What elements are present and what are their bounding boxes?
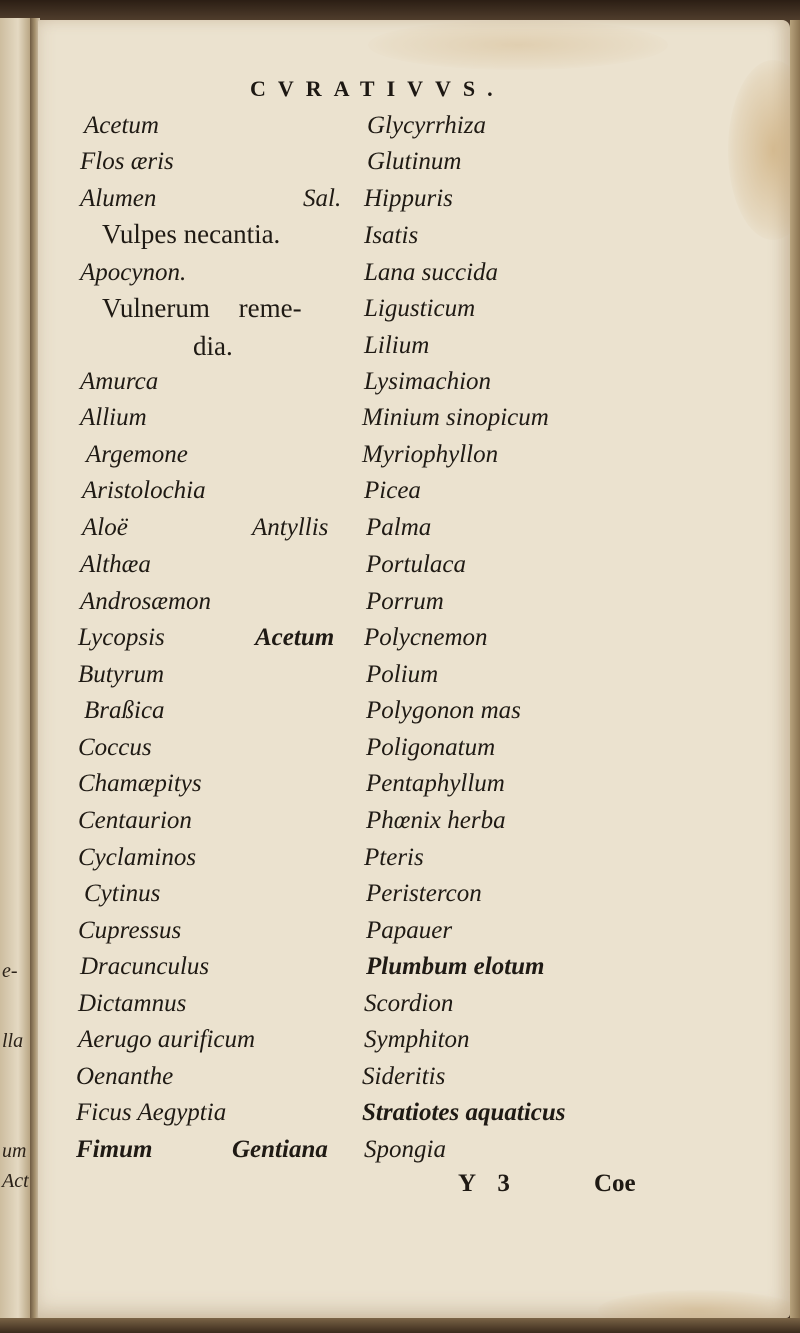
running-head: CVRATIVVS. [250,76,505,101]
left-entry: Fimum [76,1136,153,1163]
right-entry: Lilium [364,332,430,359]
middle-entry: Antyllis [252,514,329,541]
right-entry: Symphiton [364,1026,470,1053]
left-entry: Oenanthe [76,1063,174,1090]
page-fore-edge [790,20,800,1318]
left-entry: Braßica [84,697,165,724]
left-entry: Apocynon. [80,259,187,286]
left-entry: Vulpes necantia. [102,219,281,249]
left-entry: Alumen [80,185,157,212]
right-entry: Myriophyllon [362,441,499,468]
right-entry: Porrum [366,588,444,615]
water-stain [368,20,668,70]
right-entry: Peristercon [366,880,482,907]
right-entry: Glycyrrhiza [367,112,486,139]
left-entry: Amurca [80,368,159,395]
right-entry: Sideritis [362,1063,446,1090]
right-entry: Hippuris [364,185,453,212]
right-entry: Phœnix herba [366,807,506,834]
left-entry: Althæa [80,551,151,578]
right-entry: Polium [366,661,439,688]
left-entry: Centaurion [78,807,192,834]
right-entry: Polygonon mas [366,697,521,724]
right-entry: Poligonatum [366,734,496,761]
right-entry: Picea [364,477,421,504]
right-entry: Minium sinopicum [362,404,549,431]
right-entry: Ligusticum [364,295,476,322]
right-entry: Papauer [366,917,453,944]
left-entry: Lycopsis [78,624,165,651]
catchword: Coe [594,1170,636,1197]
left-entry: Dracunculus [80,953,210,980]
left-entry: Dictamnus [78,990,187,1017]
signature-mark: Y 3 [458,1170,518,1197]
middle-entry: Sal. [303,185,342,212]
right-entry: Lana succida [364,259,499,286]
right-entry: Plumbum elotum [366,953,545,980]
left-entry: Cyclaminos [78,844,197,871]
left-entry: Allium [80,404,147,431]
left-entry: dia. [193,331,233,361]
right-entry: Pentaphyllum [366,770,505,797]
left-page-fragment: Act [2,1170,29,1192]
left-entry: Androsæmon [80,588,212,615]
right-entry: Spongia [364,1136,446,1163]
left-entry: Vulnerum reme- [102,293,302,323]
left-entry: Chamæpitys [78,770,202,797]
left-page-fragment: um [2,1140,27,1162]
left-entry: Aerugo aurificum [78,1026,256,1053]
left-entry: Acetum [84,112,159,139]
right-entry: Isatis [364,222,419,249]
right-entry: Glutinum [367,148,462,175]
middle-entry: Gentiana [232,1136,328,1163]
left-entry: Cytinus [84,880,161,907]
right-entry: Portulaca [366,551,466,578]
left-entry: Cupressus [78,917,182,944]
right-entry: Palma [366,514,432,541]
left-entry: Butyrum [78,661,165,688]
left-entry: Aloë [82,514,128,541]
left-entry: Argemone [86,441,188,468]
book-bottom-edge [0,1318,800,1333]
right-entry: Scordion [364,990,454,1017]
left-entry: Flos æris [80,148,174,175]
right-entry: Polycnemon [364,624,488,651]
left-page-fragment: lla [2,1030,24,1052]
right-entry: Pteris [364,844,424,871]
left-entry: Ficus Aegyptia [76,1099,227,1126]
left-entry: Coccus [78,734,152,761]
right-entry: Stratiotes aquaticus [362,1099,566,1126]
left-page-edge [0,18,31,1318]
left-entry: Aristolochia [82,477,206,504]
middle-entry: Acetum [255,624,335,651]
right-entry: Lysimachion [364,368,492,395]
left-page-fragment: e- [2,960,18,982]
